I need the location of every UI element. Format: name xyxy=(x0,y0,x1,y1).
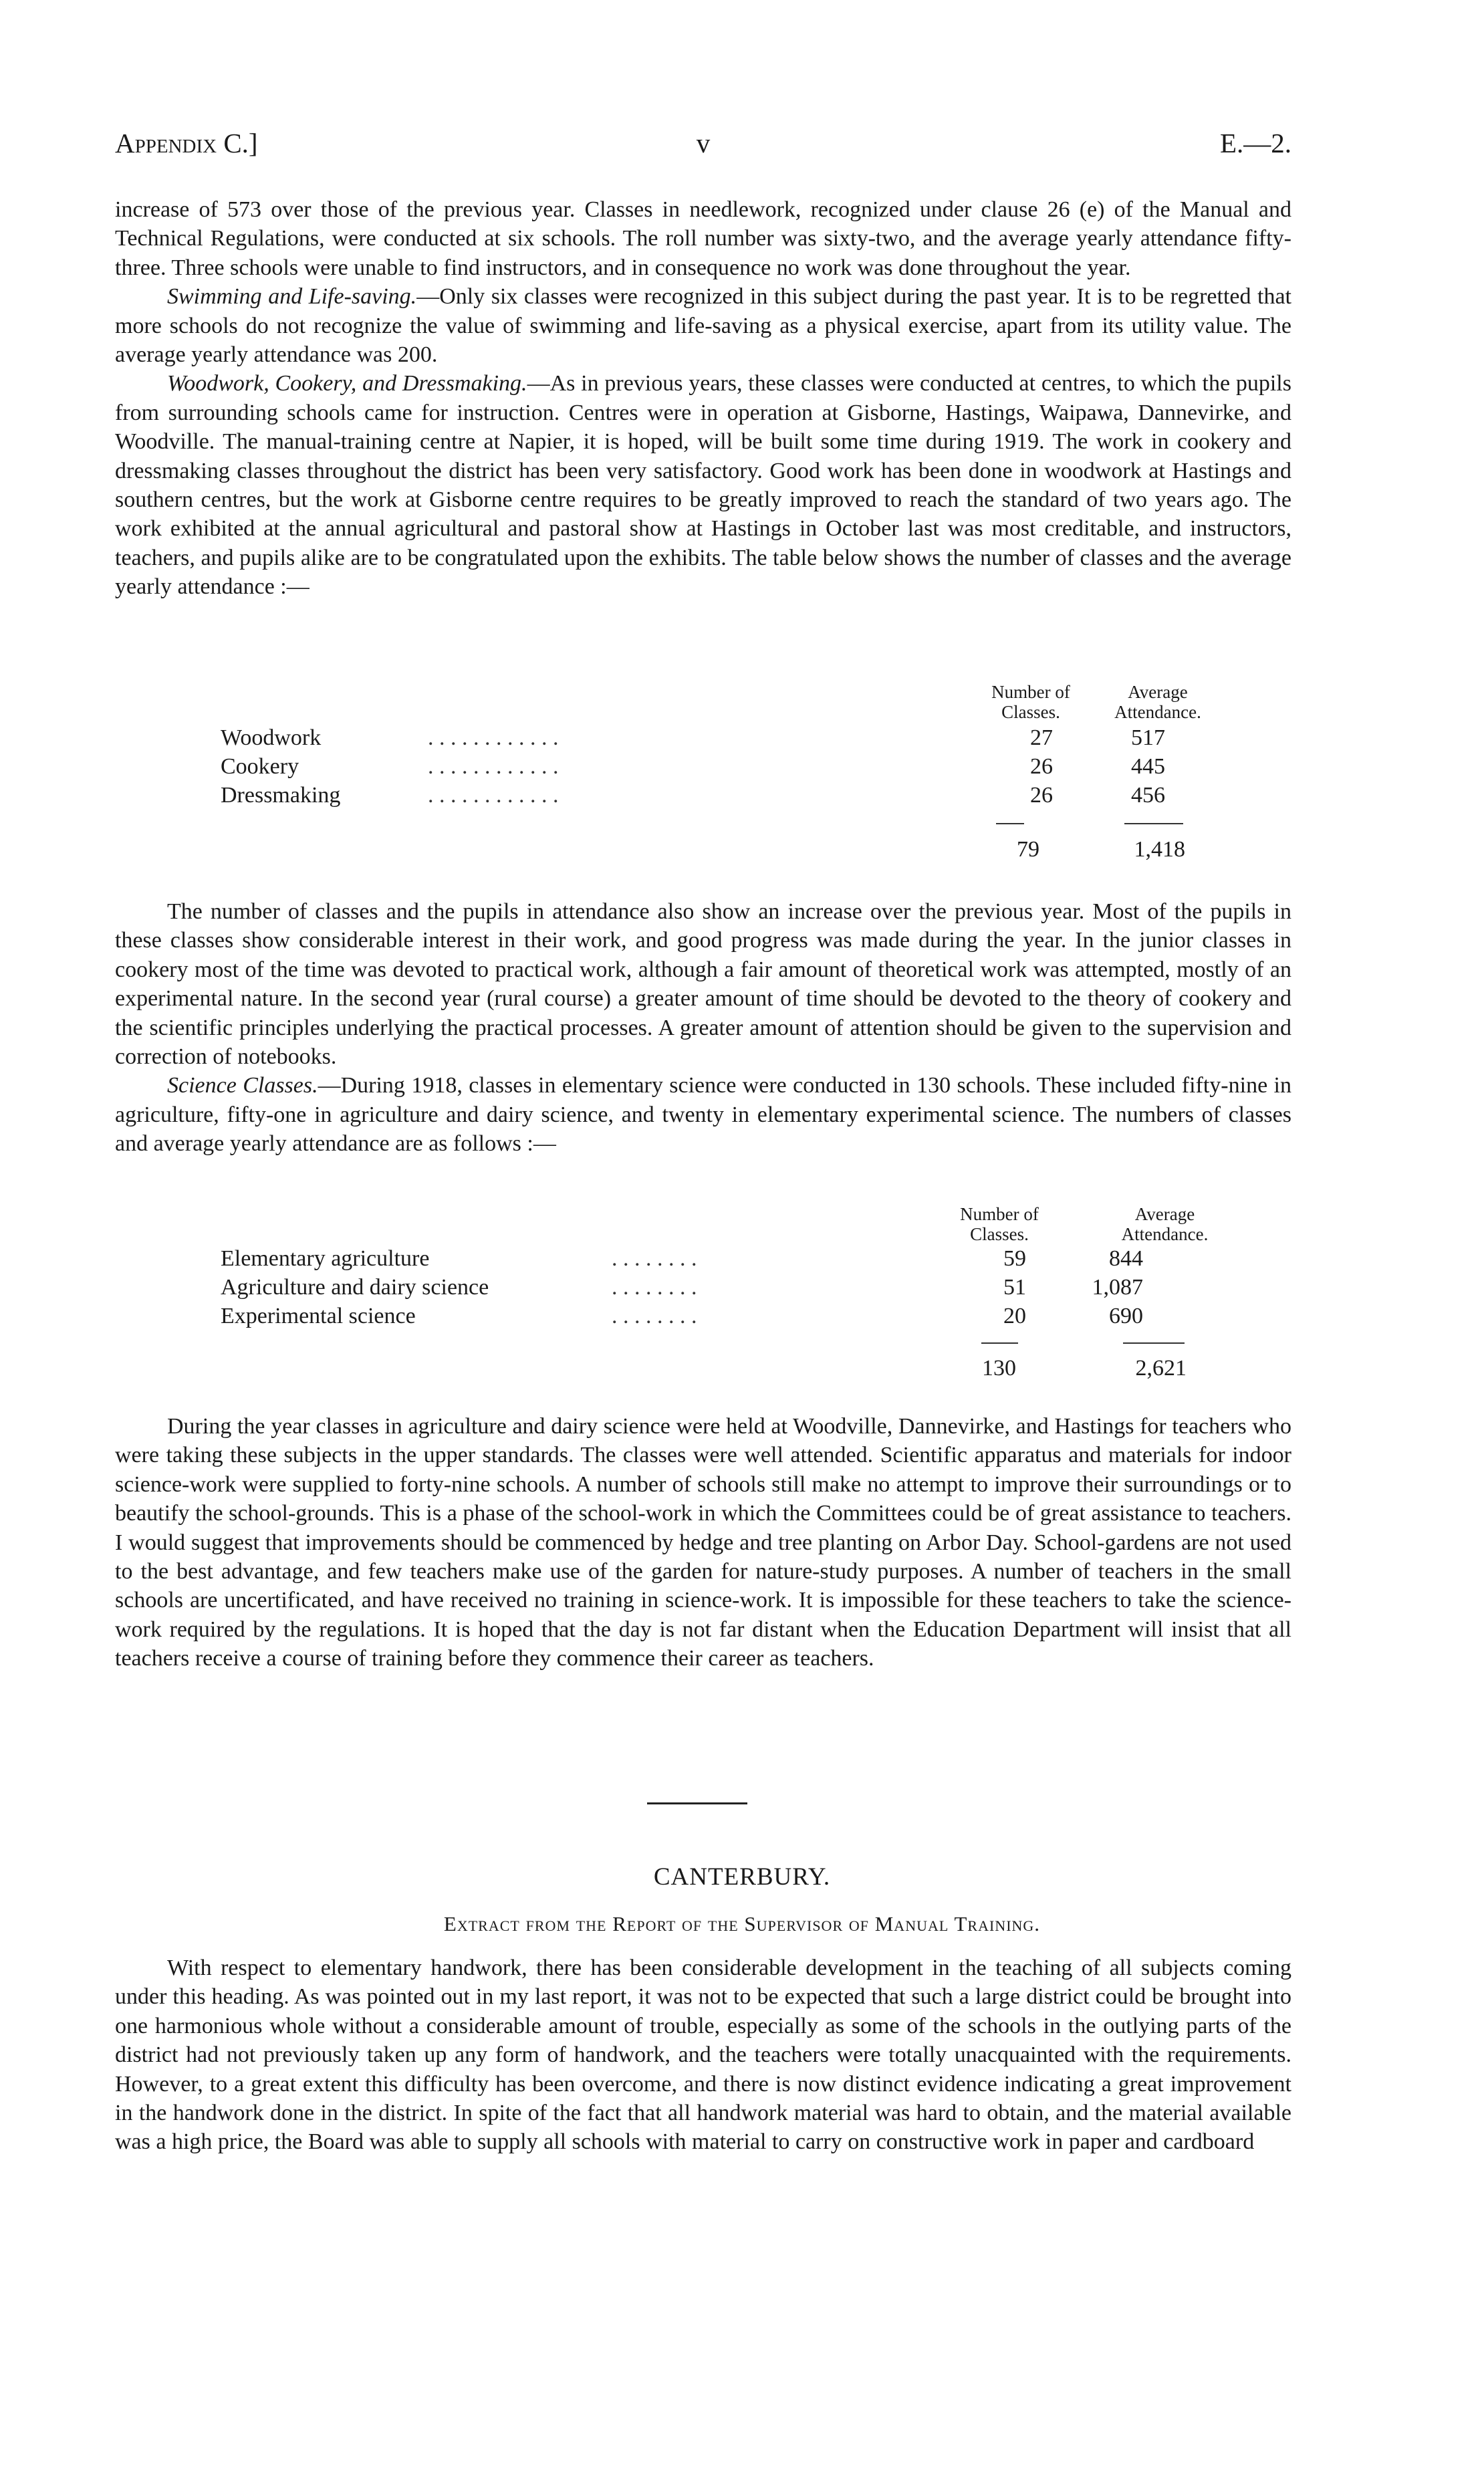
table1-total-classes: 79 xyxy=(1017,837,1039,862)
row-attendance: 456 xyxy=(1131,783,1165,808)
table2-total-attendance: 2,621 xyxy=(1135,1356,1187,1381)
table-row xyxy=(221,783,1165,812)
row-attendance: 844 xyxy=(1109,1246,1143,1271)
row-attendance: 1,087 xyxy=(1092,1275,1143,1300)
section-subtitle: Extract from the Report of the Supervisor of Manual Training. xyxy=(443,1912,1041,1935)
section-title: CANTERBURY. xyxy=(653,1863,831,1891)
row-attendance: 517 xyxy=(1131,725,1165,750)
row-label: Elementary agriculture xyxy=(221,1246,430,1271)
leader-dots: . . . . . . . . xyxy=(612,1304,697,1328)
header-document-code: E.—2. xyxy=(1219,128,1291,158)
leader-dots: . . . . . . . . . . . . xyxy=(428,754,559,779)
row-classes: 20 xyxy=(1003,1304,1026,1328)
row-label: Agriculture and dairy science xyxy=(221,1275,489,1300)
leader-dots: . . . . . . . . . . . . xyxy=(428,725,559,750)
table2-total-rule-attendance xyxy=(1123,1342,1185,1344)
table2-header-attendance: Average Attendance. xyxy=(1121,1204,1209,1244)
row-classes: 59 xyxy=(1003,1246,1026,1271)
swimming-body: —Only six classes were recognized in this subject during the past year. It is to be regretted that more schools do not recognize the value of swimming and life-saving as a physical exercise, apart from its utility value. The average yearly attendance was 200. xyxy=(115,284,1291,368)
table-row xyxy=(221,725,1165,754)
row-label: Woodwork xyxy=(221,725,322,750)
row-classes: 51 xyxy=(1003,1275,1026,1300)
section-divider xyxy=(647,1802,747,1804)
table1-total-rule-attendance xyxy=(1124,823,1183,824)
row-label: Experimental science xyxy=(221,1304,416,1328)
paragraph-needlework: increase of 573 over those of the previous year. Classes in needlework, recognized under clause 26 (e) of the Manual and Technical Regulations, were conducted at six schools. The roll number was sixty-two, and the average yearly attendance fifty-three. Three schools were unable to find instructors, and in consequence no work was done throughout the year. xyxy=(115,197,1291,280)
row-attendance: 690 xyxy=(1109,1304,1143,1328)
paragraph-swimming xyxy=(115,282,1291,369)
paragraph-increase: The number of classes and the pupils in attendance also show an increase over the previous year. Most of the pupils in these classes show considerable interest in their work, and good progress was made during the year. In the junior classes in cookery most of the time was devoted to practical work, although a fair amount of theoretical work was attempted, mostly of an experimental nature. In the second year (rural course) a greater amount of time should be devoted to the theory of cookery and the scientific principles underlying the practical processes. A greater amount of attention should be given to the supervision and correction of notebooks. xyxy=(115,899,1291,1070)
table1-header-attendance: Average Attendance. xyxy=(1114,682,1201,722)
leader-dots: . . . . . . . . . . . . xyxy=(428,783,559,808)
table2-science-classes xyxy=(221,1246,1143,1332)
body-text-canterbury xyxy=(115,1953,1291,2157)
science-body: —During 1918, classes in elementary science were conducted in 130 schools. These included fifty-nine in agriculture, fifty-one in agriculture and dairy science, and twenty in elementary experimental science. The numbers of classes and average yearly attendance are as follows :— xyxy=(115,1073,1291,1157)
paragraph-agriculture: During the year classes in agriculture and dairy science were held at Woodville, Dannevirke, and Hastings for teachers who were taking these subjects in the upper standards. The classes were well attended. Scientific apparatus and materials for indoor science-work were supplied to forty-nine schools. A number of schools still make no attempt to improve their surroundings or to beautify the school-grounds. This is a phase of the school-work in which the Committees could be of great assistance to teachers. I would suggest that improvements should be commenced by hedge and tree planting on Arbor Day. School-gardens are not used to the best advantage, and few teachers make use of the garden for nature-study purposes. A number of teachers in the small schools are uncertificated, and have received no training in science-work. It is impossible for these teachers to take the science-work required by the regulations. It is hoped that the day is not far distant when the Education Department will insist that all teachers receive a course of training before they commence their career as teachers. xyxy=(115,1414,1291,1671)
leader-dots: . . . . . . . . xyxy=(612,1246,697,1271)
header-appendix: Appendix C.] xyxy=(115,128,258,158)
paragraph-science xyxy=(115,1071,1291,1158)
table-row xyxy=(221,1304,1143,1332)
swimming-heading: Swimming and Life-saving. xyxy=(167,284,417,310)
table1-total-rule-classes xyxy=(996,823,1024,824)
row-label: Dressmaking xyxy=(221,783,341,808)
row-attendance: 445 xyxy=(1131,754,1165,779)
table2-total-rule-classes xyxy=(981,1342,1018,1344)
row-classes: 27 xyxy=(1030,725,1053,750)
row-classes: 26 xyxy=(1030,754,1053,779)
leader-dots: . . . . . . . . xyxy=(612,1275,697,1300)
paragraph-woodwork-cookery xyxy=(115,369,1291,601)
table-row xyxy=(221,754,1165,783)
running-header xyxy=(115,127,1291,174)
woodwork-body: —As in previous years, these classes were conducted at centres, to which the pupils from surrounding schools came for instruction. Centres were in operation at Gisborne, Hastings, Waipawa, Dannevirke, and Woodville. The manual-training centre at Napier, it is hoped, will be built some time during 1919. The work in cookery and dressmaking classes throughout the district has been very satisfactory. Good work has been done in woodwork at Hastings and southern centres, but the work at Gisborne centre requires to be greatly improved to reach the standard of two years ago. The work exhibited at the annual agricultural and pastoral show at Hastings in October last was most creditable, and instructors, teachers, and pupils alike are to be congratulated upon the exhibits. The table below shows the number of classes and the average yearly attendance :— xyxy=(115,371,1291,600)
science-heading: Science Classes. xyxy=(167,1073,318,1098)
table1-header-classes: Number of Classes. xyxy=(991,682,1070,722)
table-row xyxy=(221,1246,1143,1275)
table2-header-classes: Number of Classes. xyxy=(960,1204,1039,1244)
table1-classes xyxy=(221,725,1165,812)
header-page-number: v xyxy=(696,128,711,158)
paragraph-handwork: With respect to elementary handwork, there has been considerable development in the teaching of all subjects coming under this heading. As was pointed out in my last report, it was not to be expected that such a large district could be brought into one harmonious whole without a considerable amount of trouble, especially as some of the schools in the outlying parts of the district had not previously taken up any form of handwork, and the teachers were totally unacquainted with the requirements. However, to a great extent this difficulty has been overcome, and there is now distinct evidence indicating a great improvement in the handwork done in the district. In spite of the fact that all handwork material was hard to obtain, and the material available was a high price, the Board was able to supply all schools with material to carry on constructive work in paper and cardboard xyxy=(115,1956,1291,2155)
body-text-lower xyxy=(115,1412,1291,1673)
table2-total-classes: 130 xyxy=(982,1356,1016,1381)
woodwork-heading: Woodwork, Cookery, and Dressmaking. xyxy=(167,371,527,396)
body-text-top xyxy=(115,195,1291,602)
row-classes: 26 xyxy=(1030,783,1053,808)
table-row xyxy=(221,1275,1143,1304)
row-label: Cookery xyxy=(221,754,299,779)
body-text-middle xyxy=(115,897,1291,1159)
table1-total-attendance: 1,418 xyxy=(1134,837,1185,862)
